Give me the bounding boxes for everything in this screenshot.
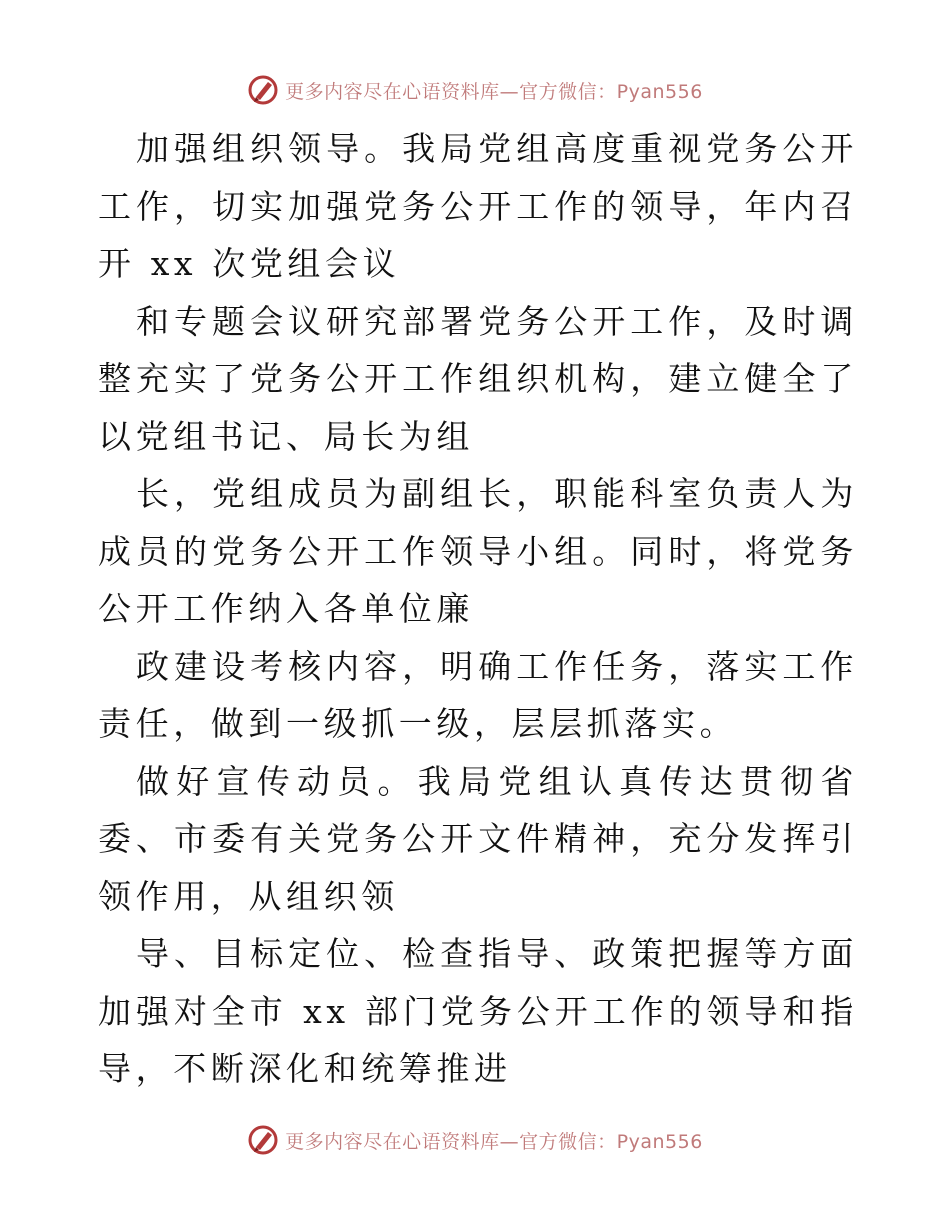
header-watermark: [0, 70, 950, 110]
pen-circle-logo-icon: [247, 74, 279, 106]
footer-watermark: [0, 1120, 950, 1160]
paragraph: 长，党组成员为副组长，职能科室负责人为成员的党务公开工作领导小组。同时，将党务公开工作纳入各单位廉: [98, 474, 858, 628]
paragraph: 和专题会议研究部署党务公开工作，及时调整充实了党务公开工作组织机构，建立健全了以党组书记、局长为组: [98, 301, 858, 456]
paragraph: 导、目标定位、检查指导、政策把握等方面加强对全市 xx 部门党务公开工作的领导和指导，不断深化和统筹推进: [98, 934, 858, 1088]
footer-text: 更多内容尽在心语资料库—官方微信：Pyan556: [285, 1130, 703, 1153]
paragraph: 政建设考核内容，明确工作任务，落实工作责任，做到一级抓一级，层层抓落实。: [98, 646, 858, 743]
paragraph: 做好宣传动员。我局党组认真传达贯彻省委、市委有关党务公开文件精神，充分发挥引领作用，从组织领: [98, 761, 858, 916]
document-body: [98, 120, 858, 1098]
paragraph: 加强组织领导。我局党组高度重视党务公开工作，切实加强党务公开工作的领导，年内召开 xx 次党组会议: [98, 129, 858, 283]
header-text: 更多内容尽在心语资料库—官方微信：Pyan556: [285, 80, 703, 103]
pen-circle-logo-icon: [247, 1124, 279, 1156]
